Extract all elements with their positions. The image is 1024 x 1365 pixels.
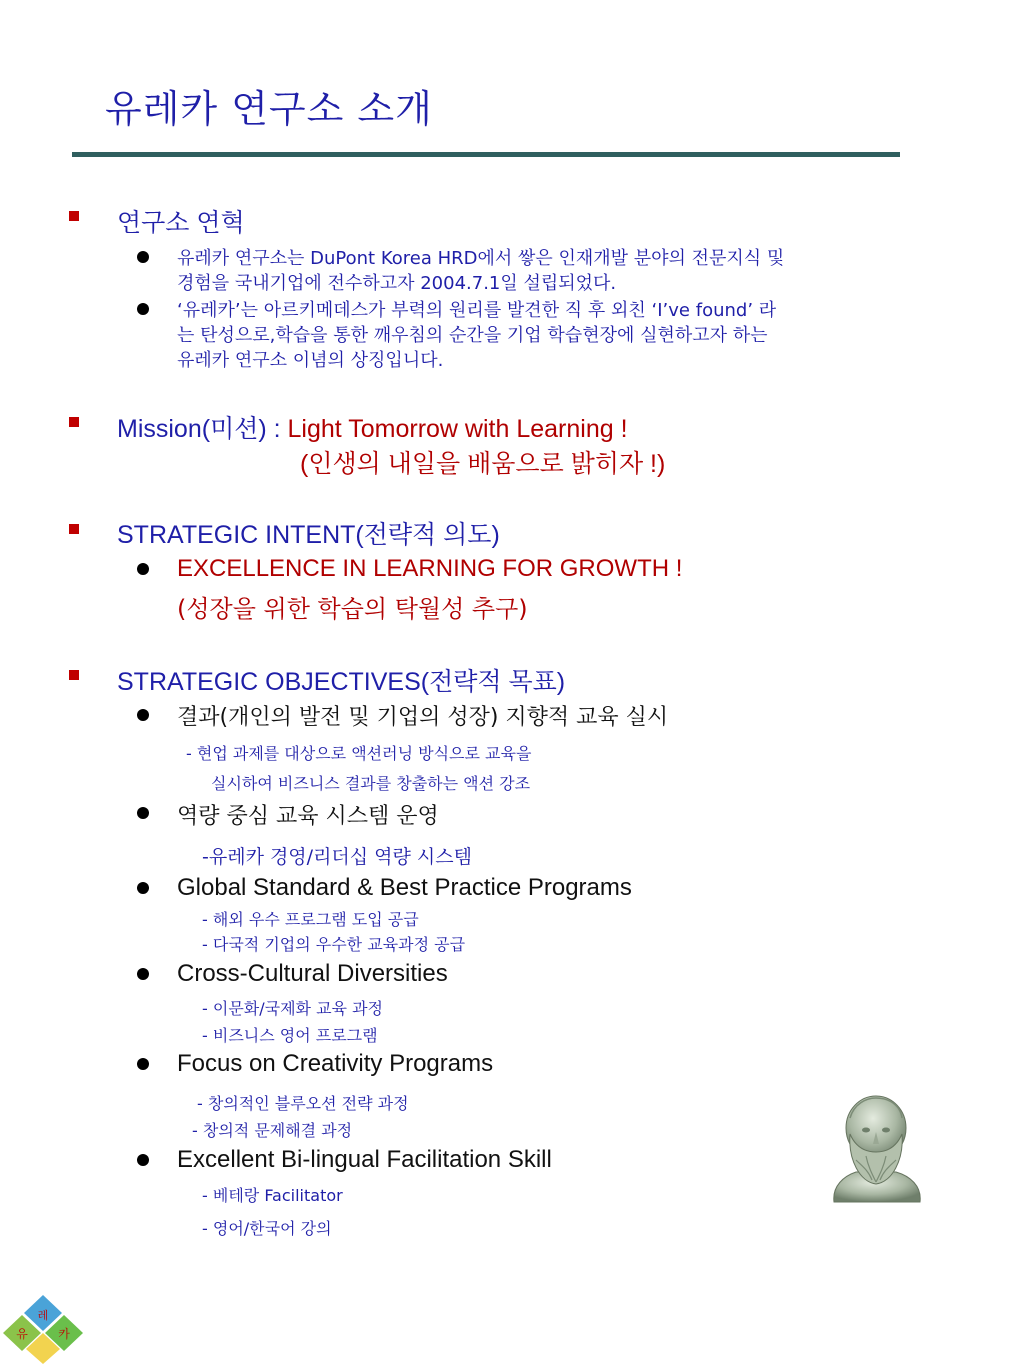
page-title: 유레카 연구소 소개 xyxy=(105,87,433,131)
mission-korean: (인생의 내일을 배움으로 밝히자 !) xyxy=(300,450,666,478)
dot-bullet-icon xyxy=(137,1058,149,1070)
logo-char-right: 카 xyxy=(58,1327,70,1341)
eureka-logo-icon xyxy=(2,1293,84,1365)
mission-line xyxy=(117,409,628,445)
objective-sub-5a: - 창의적인 블루오션 전략 과정 xyxy=(197,1094,409,1113)
square-bullet-icon xyxy=(69,417,79,427)
history-text-2c: 유레카 연구소 이념의 상징입니다. xyxy=(177,350,444,371)
history-text-1a: 유레카 연구소는 DuPont Korea HRD에서 쌓은 인재개발 분야의 전문지식 및 xyxy=(177,248,785,269)
objective-sub-5b: - 창의적 문제해결 과정 xyxy=(192,1121,353,1140)
objective-sub-3a: - 해외 우수 프로그램 도입 공급 xyxy=(202,910,419,929)
objective-sub-1b: 실시하여 비즈니스 결과를 창출하는 액션 강조 xyxy=(211,774,531,793)
dot-bullet-icon xyxy=(137,882,149,894)
objective-label-3: Global Standard & Best Practice Programs xyxy=(177,874,632,901)
title-underline xyxy=(72,152,900,157)
objective-sub-2a: -유레카 경영/리더십 역량 시스템 xyxy=(202,846,472,868)
objective-sub-4b: - 비즈니스 영어 프로그램 xyxy=(202,1026,378,1045)
dot-bullet-icon xyxy=(137,709,149,721)
mission-value: Light Tomorrow with Learning ! xyxy=(287,415,628,443)
logo-char-left: 유 xyxy=(16,1327,28,1341)
dot-bullet-icon xyxy=(137,251,149,263)
objective-sub-4a: - 이문화/국제화 교육 과정 xyxy=(202,999,383,1018)
square-bullet-icon xyxy=(69,670,79,680)
objective-sub-6a: - 베테랑 Facilitator xyxy=(202,1186,343,1205)
dot-bullet-icon xyxy=(137,303,149,315)
history-text-1b: 경험을 국내기업에 전수하고자 2004.7.1일 설립되었다. xyxy=(177,273,617,294)
square-bullet-icon xyxy=(69,211,79,221)
logo-char-top: 레 xyxy=(37,1309,49,1322)
dot-bullet-icon xyxy=(137,1154,149,1166)
history-text-2a: ‘유레카’는 아르키메데스가 부력의 원리를 발견한 직 후 외친 ‘I’ve found’ 라 xyxy=(177,300,777,321)
objective-label-5: Focus on Creativity Programs xyxy=(177,1050,494,1077)
objective-label-1: 결과(개인의 발전 및 기업의 성장) 지향적 교육 실시 xyxy=(177,705,669,730)
history-text-2b: 는 탄성으로,학습을 통한 깨우침의 순간을 기업 학습현장에 실현하고자 하는 xyxy=(177,325,768,346)
square-bullet-icon xyxy=(69,524,79,534)
dot-bullet-icon xyxy=(137,563,149,575)
history-heading: 연구소 연혁 xyxy=(117,209,245,237)
objectives-heading: STRATEGIC OBJECTIVES(전략적 목표) xyxy=(117,668,566,696)
objective-label-6: Excellent Bi-lingual Facilitation Skill xyxy=(177,1146,552,1173)
dot-bullet-icon xyxy=(137,968,149,980)
dot-bullet-icon xyxy=(137,807,149,819)
intent-line-2: (성장을 위한 학습의 탁월성 추구) xyxy=(177,595,528,623)
mission-label: Mission(미션) : xyxy=(117,415,288,443)
archimedes-bust-icon xyxy=(826,1090,926,1208)
intent-heading: STRATEGIC INTENT(전략적 의도) xyxy=(117,521,500,549)
objective-label-4: Cross-Cultural Diversities xyxy=(177,960,448,987)
objective-label-2: 역량 중심 교육 시스템 운영 xyxy=(177,804,439,829)
objective-sub-6b: - 영어/한국어 강의 xyxy=(202,1219,332,1238)
objective-sub-1a: - 현업 과제를 대상으로 액션러닝 방식으로 교육을 xyxy=(186,744,532,763)
objective-sub-3b: - 다국적 기업의 우수한 교육과정 공급 xyxy=(202,935,466,954)
intent-line-1: EXCELLENCE IN LEARNING FOR GROWTH ! xyxy=(177,555,683,582)
